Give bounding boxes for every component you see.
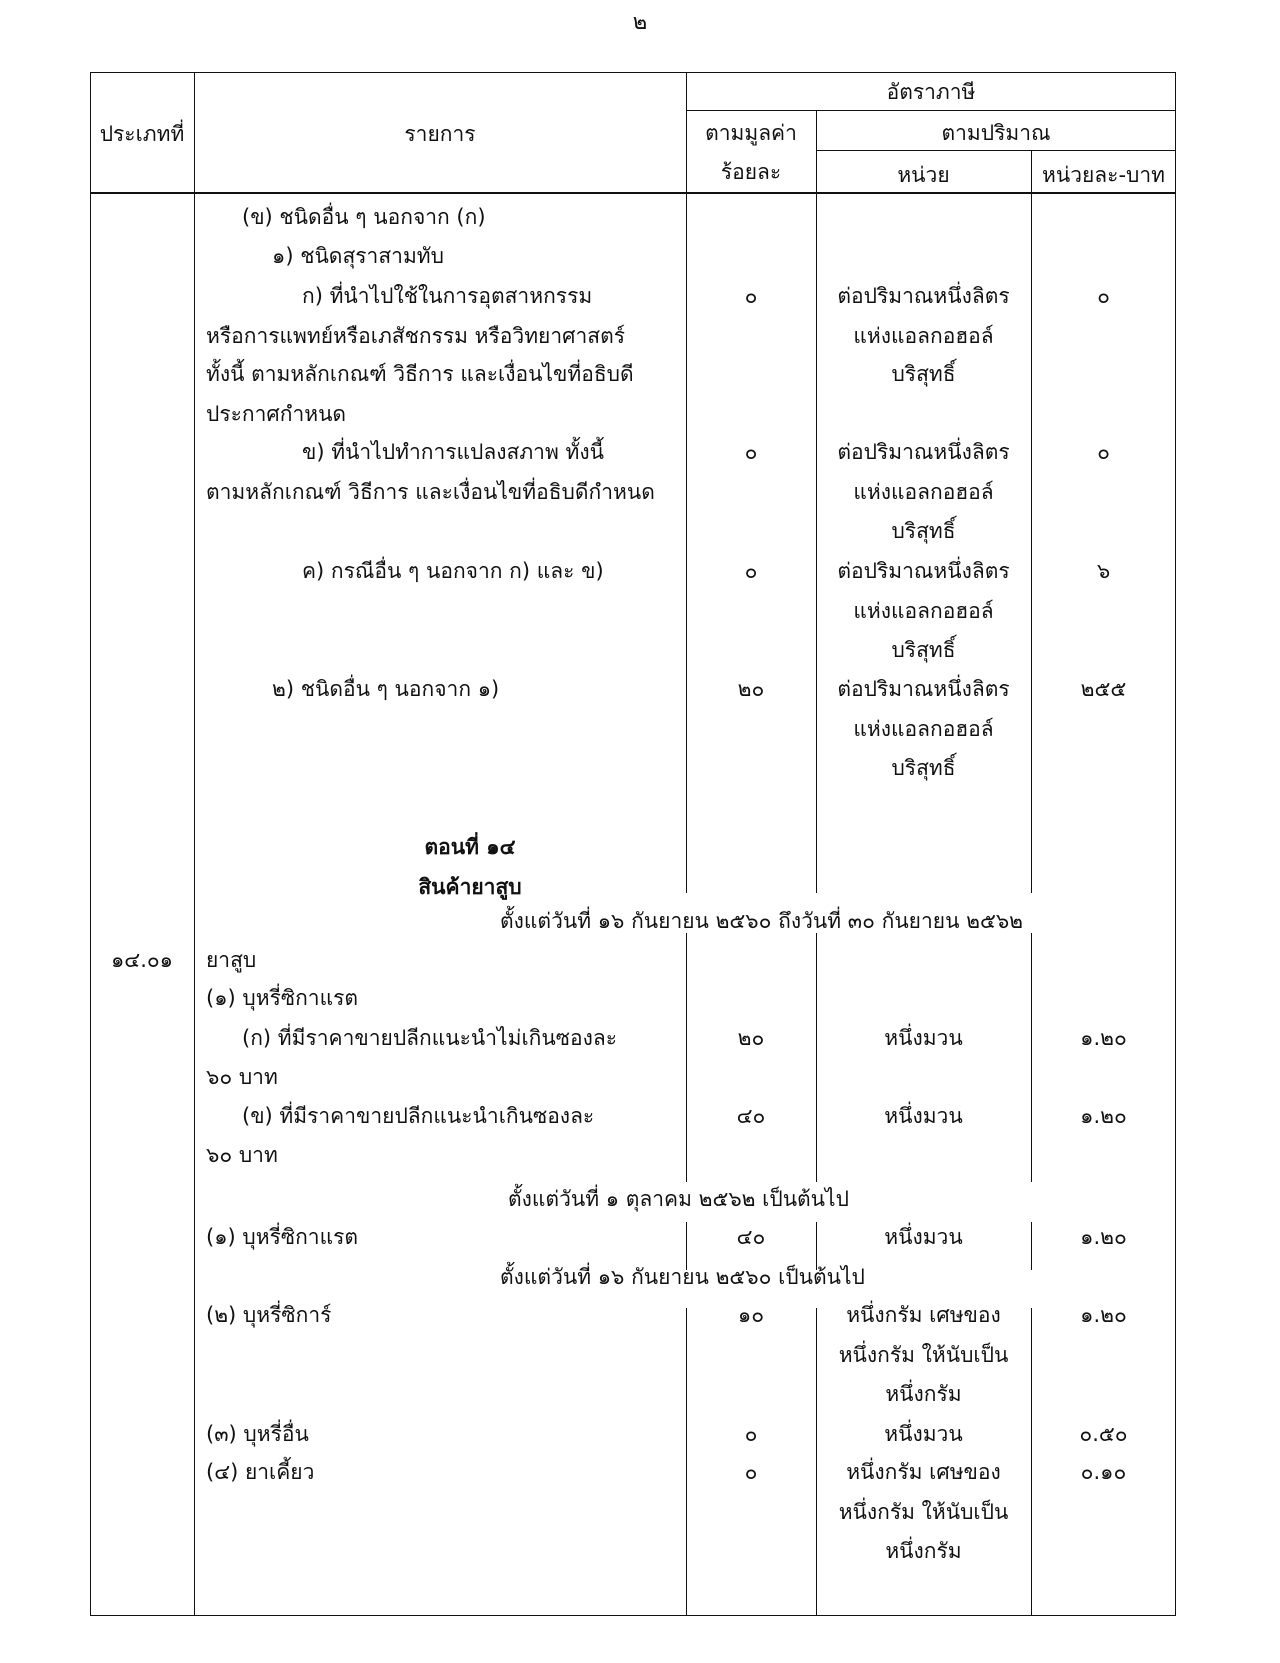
item-cigar: (๒) บุหรี่ซิการ์ bbox=[206, 1303, 332, 1327]
item-s1a-line: หรือการแพทย์หรือเภสัชกรรม หรือวิทยาศาสตร์ bbox=[206, 324, 625, 348]
s1b-unit: บริสุทธิ์ bbox=[891, 519, 956, 543]
header-category-no: ประเภทที่ bbox=[99, 122, 185, 146]
cig2-rate: ๔๐ bbox=[736, 1225, 766, 1249]
header-unit: หน่วย bbox=[897, 163, 950, 187]
cigar-unit: หนึ่งกรัม bbox=[885, 1382, 962, 1406]
s1c-unit: ต่อปริมาณหนึ่งลิตร bbox=[837, 559, 1010, 583]
chew-rate: ๐ bbox=[744, 1460, 758, 1484]
item-b-heading: (ข) ชนิดอื่น ๆ นอกจาก (ก) bbox=[242, 205, 486, 229]
s1c-baht: ๖ bbox=[1096, 559, 1111, 583]
s1c-unit: บริสุทธิ์ bbox=[891, 638, 956, 662]
cig2-unit: หนึ่งมวน bbox=[884, 1225, 963, 1249]
item-s1c-line: ค) กรณีอื่น ๆ นอกจาก ก) และ ข) bbox=[302, 559, 604, 583]
s1b-unit: แห่งแอลกอฮอล์ bbox=[853, 480, 994, 504]
period-heading-1: ตั้งแต่วันที่ ๑๖ กันยายน ๒๕๖๐ ถึงวันที่ ๓๐ กันยายน ๒๕๖๒ bbox=[500, 909, 1024, 933]
item-s1a-line: ประกาศกำหนด bbox=[206, 402, 347, 426]
item-cig-b-line: ๖๐ บาท bbox=[206, 1143, 278, 1167]
chew-baht: ๐.๑๐ bbox=[1080, 1460, 1127, 1484]
s2-baht: ๒๕๕ bbox=[1080, 677, 1127, 701]
chew-unit: หนึ่งกรัม bbox=[885, 1539, 962, 1563]
cigar-rate: ๑๐ bbox=[737, 1303, 765, 1327]
s1a-rate: ๐ bbox=[744, 284, 758, 308]
s2-unit: แห่งแอลกอฮอล์ bbox=[853, 717, 994, 741]
cig-b-baht: ๑.๒๐ bbox=[1080, 1104, 1127, 1128]
header-item: รายการ bbox=[404, 122, 476, 146]
cigar-unit: หนึ่งกรัม ให้นับเป็น bbox=[838, 1343, 1009, 1367]
item-cig-b-line: (ข) ที่มีราคาขายปลีกแนะนำเกินซองละ bbox=[242, 1104, 595, 1128]
col-divider-3-body bbox=[816, 933, 817, 1182]
cigar-unit: หนึ่งกรัม เศษของ bbox=[846, 1303, 1001, 1327]
s1a-unit: บริสุทธิ์ bbox=[891, 362, 956, 386]
item-s1b-line: ตามหลักเกณฑ์ วิธีการ และเงื่อนไขที่อธิบดีกำหนด bbox=[206, 480, 655, 504]
col-divider-1 bbox=[194, 72, 195, 1616]
s2-unit: บริสุทธิ์ bbox=[891, 756, 956, 780]
item-s2-line: ๒) ชนิดอื่น ๆ นอกจาก ๑) bbox=[272, 677, 500, 701]
header-baht-per-unit: หน่วยละ-บาท bbox=[1042, 163, 1165, 187]
s1b-baht: ๐ bbox=[1097, 440, 1110, 464]
header-tax-rate: อัตราภาษี bbox=[886, 80, 976, 104]
item-cigarette-heading: (๑) บุหรี่ซิกาแรต bbox=[206, 986, 359, 1010]
section-title: ตอนที่ ๑๔ bbox=[424, 835, 516, 859]
chew-unit: หนึ่งกรัม ให้นับเป็น bbox=[838, 1500, 1009, 1524]
cig-a-baht: ๑.๒๐ bbox=[1080, 1026, 1127, 1050]
other-unit: หนึ่งมวน bbox=[884, 1422, 963, 1446]
cigar-baht: ๑.๒๐ bbox=[1080, 1303, 1127, 1327]
item-cig-a-line: (ก) ที่มีราคาขายปลีกแนะนำไม่เกินซองละ bbox=[242, 1026, 617, 1050]
s1c-rate: ๐ bbox=[744, 559, 758, 583]
header-ad-valorem: ตามมูลค่า bbox=[705, 121, 797, 145]
cig-a-rate: ๒๐ bbox=[737, 1026, 765, 1050]
s1a-unit: ต่อปริมาณหนึ่งลิตร bbox=[837, 284, 1010, 308]
cig-a-unit: หนึ่งมวน bbox=[884, 1026, 963, 1050]
item-s1-heading: ๑) ชนิดสุราสามทับ bbox=[272, 244, 444, 268]
s1a-baht: ๐ bbox=[1097, 284, 1110, 308]
item-s1b-line: ข) ที่นำไปทำการแปลงสภาพ ทั้งนี้ bbox=[302, 440, 604, 464]
col-divider-4-body bbox=[1031, 933, 1032, 1182]
s2-unit: ต่อปริมาณหนึ่งลิตร bbox=[837, 677, 1010, 701]
header-ad-valorem-percent: ร้อยละ bbox=[720, 160, 782, 184]
section-subtitle: สินค้ายาสูบ bbox=[418, 875, 522, 899]
period-heading-2: ตั้งแต่วันที่ ๑ ตุลาคม ๒๕๖๒ เป็นต้นไป bbox=[508, 1187, 849, 1211]
other-rate: ๐ bbox=[744, 1422, 758, 1446]
cig-b-rate: ๔๐ bbox=[736, 1104, 766, 1128]
s1b-rate: ๐ bbox=[744, 440, 758, 464]
tariff-code: ๑๔.๐๑ bbox=[110, 948, 174, 972]
item-s1a-line: ทั้งนี้ ตามหลักเกณฑ์ วิธีการ และเงื่อนไขที่อธิบดี bbox=[206, 362, 634, 386]
cig-b-unit: หนึ่งมวน bbox=[884, 1104, 963, 1128]
header-specific: ตามปริมาณ bbox=[941, 121, 1051, 145]
item-chewing-tobacco: (๔) ยาเคี้ยว bbox=[206, 1460, 315, 1484]
col-divider-2-body bbox=[686, 933, 687, 1182]
s1b-unit: ต่อปริมาณหนึ่งลิตร bbox=[837, 440, 1010, 464]
period-heading-3: ตั้งแต่วันที่ ๑๖ กันยายน ๒๕๖๐ เป็นต้นไป bbox=[500, 1265, 865, 1289]
other-baht: ๐.๕๐ bbox=[1079, 1422, 1128, 1446]
chew-unit: หนึ่งกรัม เศษของ bbox=[846, 1460, 1001, 1484]
s1c-unit: แห่งแอลกอฮอล์ bbox=[853, 599, 994, 623]
item-other-cigarette: (๓) บุหรี่อื่น bbox=[206, 1422, 309, 1446]
page-number: ๒ bbox=[632, 10, 648, 35]
item-tobacco-name: ยาสูบ bbox=[206, 948, 257, 972]
item-cig-a-line: ๖๐ บาท bbox=[206, 1065, 278, 1089]
item-cigarette-2: (๑) บุหรี่ซิกาแรต bbox=[206, 1225, 359, 1249]
cig2-baht: ๑.๒๐ bbox=[1080, 1225, 1127, 1249]
s2-rate: ๒๐ bbox=[737, 677, 765, 701]
item-s1a-line: ก) ที่นำไปใช้ในการอุตสาหกรรม bbox=[302, 284, 593, 308]
s1a-unit: แห่งแอลกอฮอล์ bbox=[853, 324, 994, 348]
